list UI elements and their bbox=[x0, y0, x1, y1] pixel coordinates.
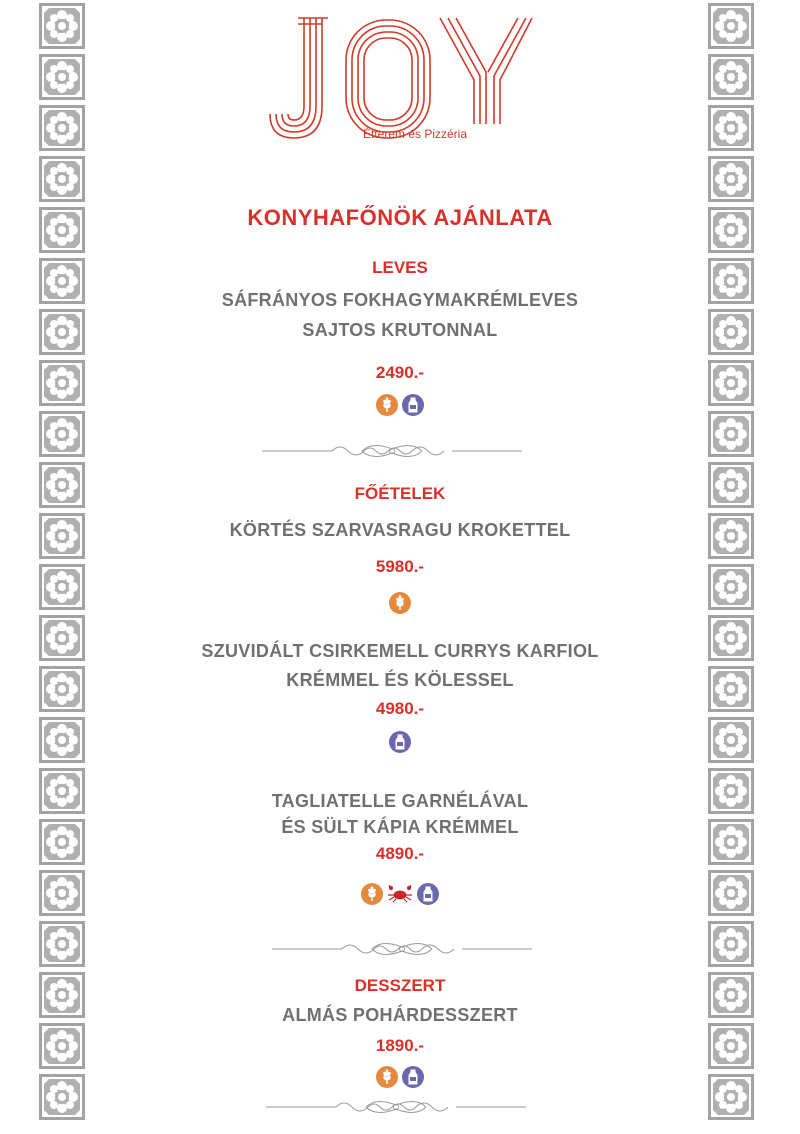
ornament-tile bbox=[38, 716, 86, 764]
ornament-tile bbox=[38, 155, 86, 203]
ornament-tile bbox=[38, 563, 86, 611]
ornament-tile bbox=[707, 920, 755, 968]
soup-allergen-icons bbox=[100, 394, 700, 416]
wheat-gluten-icon bbox=[376, 1066, 398, 1088]
ornament-tile bbox=[38, 512, 86, 560]
ornament-tile bbox=[707, 206, 755, 254]
milk-lactose-icon bbox=[389, 731, 411, 753]
ornament-tile bbox=[707, 308, 755, 356]
ornament-tile bbox=[707, 971, 755, 1019]
ornament-tile bbox=[38, 53, 86, 101]
crab-crustacean-icon bbox=[387, 883, 413, 905]
dessert-name: ALMÁS POHÁRDESSZERT bbox=[282, 1005, 518, 1025]
main3-allergen-icons bbox=[100, 883, 700, 905]
ornament-tile bbox=[38, 869, 86, 917]
ornament-tile bbox=[38, 104, 86, 152]
ornament-tile bbox=[707, 869, 755, 917]
soup-name-line2: SAJTOS KRUTONNAL bbox=[302, 320, 498, 340]
section-heading-dessert: DESSZERT bbox=[354, 976, 446, 995]
main2-name-line1: SZUVIDÁLT CSIRKEMELL CURRYS KARFIOL bbox=[201, 641, 599, 661]
ornament-tile bbox=[38, 257, 86, 305]
ornament-tile bbox=[38, 308, 86, 356]
ornament-tile bbox=[707, 2, 755, 50]
ornament-tile bbox=[707, 614, 755, 662]
milk-lactose-icon bbox=[417, 883, 439, 905]
main1-price: 5980.- bbox=[375, 557, 425, 576]
ornament-tile bbox=[707, 461, 755, 509]
main3-name-line1: TAGLIATELLE GARNÉLÁVAL bbox=[271, 791, 529, 811]
ornament-tile bbox=[38, 206, 86, 254]
ornament-tile bbox=[38, 920, 86, 968]
ornament-tile bbox=[707, 410, 755, 458]
ornament-tile bbox=[38, 359, 86, 407]
milk-lactose-icon bbox=[402, 1066, 424, 1088]
wheat-gluten-icon bbox=[389, 592, 411, 614]
main3-name-line2: ÉS SÜLT KÁPIA KRÉMMEL bbox=[281, 817, 519, 837]
main1-name: KÖRTÉS SZARVASRAGU KROKETTEL bbox=[229, 520, 571, 540]
ornament-tile bbox=[707, 1073, 755, 1121]
milk-lactose-icon bbox=[402, 394, 424, 416]
main3-price: 4890.- bbox=[375, 844, 425, 863]
ornament-tile bbox=[38, 1022, 86, 1070]
menu-title: KONYHAFŐNÖK AJÁNLATA bbox=[247, 205, 553, 230]
right-ornament-border bbox=[707, 2, 757, 1132]
ornament-tile bbox=[707, 716, 755, 764]
ornamental-divider bbox=[262, 440, 522, 467]
section-heading-mains: FŐÉTELEK bbox=[354, 484, 446, 503]
ornament-tile bbox=[707, 257, 755, 305]
wheat-gluten-icon bbox=[376, 394, 398, 416]
ornament-tile bbox=[707, 818, 755, 866]
joy-logo bbox=[266, 14, 534, 144]
ornament-tile bbox=[38, 767, 86, 815]
main2-name-line2: KRÉMMEL ÉS KÖLESSEL bbox=[286, 670, 514, 690]
ornament-tile bbox=[38, 818, 86, 866]
ornament-tile bbox=[38, 410, 86, 458]
soup-price: 2490.- bbox=[375, 363, 425, 382]
ornament-tile bbox=[707, 665, 755, 713]
ornament-tile bbox=[707, 104, 755, 152]
ornamental-divider bbox=[272, 938, 532, 965]
left-ornament-border bbox=[38, 2, 88, 1132]
ornament-tile bbox=[707, 155, 755, 203]
main2-allergen-icons bbox=[100, 731, 700, 753]
ornament-tile bbox=[38, 461, 86, 509]
ornament-tile bbox=[38, 2, 86, 50]
main2-price: 4980.- bbox=[375, 699, 425, 718]
ornament-tile bbox=[707, 767, 755, 815]
ornament-tile bbox=[707, 359, 755, 407]
wheat-gluten-icon bbox=[361, 883, 383, 905]
ornament-tile bbox=[38, 614, 86, 662]
dessert-allergen-icons bbox=[100, 1066, 700, 1088]
soup-name-line1: SÁFRÁNYOS FOKHAGYMAKRÉMLEVES bbox=[221, 290, 579, 310]
ornament-tile bbox=[707, 1022, 755, 1070]
ornament-tile bbox=[38, 1073, 86, 1121]
dessert-price: 1890.- bbox=[375, 1036, 425, 1055]
section-heading-soup: LEVES bbox=[372, 258, 428, 277]
main1-allergen-icons bbox=[100, 592, 700, 614]
ornamental-divider bbox=[266, 1096, 526, 1123]
ornament-tile bbox=[38, 665, 86, 713]
ornament-tile bbox=[707, 563, 755, 611]
ornament-tile bbox=[38, 971, 86, 1019]
ornament-tile bbox=[707, 53, 755, 101]
ornament-tile bbox=[707, 512, 755, 560]
logo-subtitle: Étterem és Pizzéria bbox=[362, 127, 468, 141]
